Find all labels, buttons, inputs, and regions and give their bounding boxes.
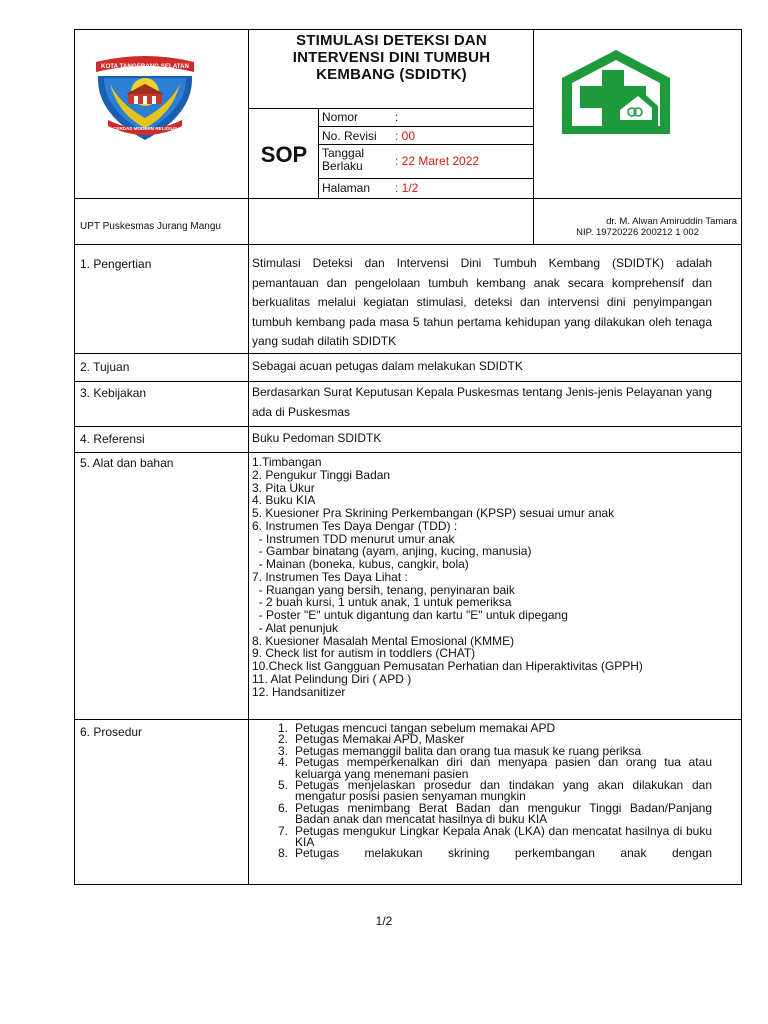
list-item: 6. Instrumen Tes Daya Dengar (TDD) : [252, 518, 458, 533]
list-item: 5. Kuesioner Pra Skrining Perkembangan (KPSP) sesuai umur anak [252, 506, 615, 520]
list-item: - Gambar binatang (ayam, anjing, kucing, manusia) [252, 544, 532, 559]
alat-list [252, 456, 643, 698]
puskesmas-logo [560, 48, 672, 143]
emblem-city-name: KOTA TANGERANG SELATAN [101, 63, 189, 70]
step-number: 3. [277, 743, 288, 758]
step-text: Petugas memperkenalkan diri dan menyapa pasien dan orang tua atau keluarga yang menemani pasien [295, 755, 712, 781]
list-item [270, 757, 712, 780]
tujuan-text: Sebagai acuan petugas dalam melakukan SDIDTK [252, 359, 523, 373]
step-number: 5. [277, 778, 288, 793]
prosedur-list [270, 723, 712, 860]
step-text: Petugas mengukur Lingkar Kepala Anak (LKA) dan mencatat hasilnya di buku KIA [295, 823, 712, 850]
step-number: 2. [277, 732, 288, 747]
meta-tanggal-value: : 22 Maret 2022 [395, 154, 480, 168]
signatory-nip: NIP. 19720226 200212 1 002 [576, 227, 699, 238]
list-item: - 2 buah kursi, 1 untuk anak, 1 untuk pemeriksa [252, 595, 512, 610]
referensi-text: Buku Pedoman SDIDTK [252, 431, 382, 445]
meta-revisi-label: No. Revisi [322, 129, 377, 143]
list-item: 4. Buku KIA [252, 493, 316, 508]
label-kebijakan: 3. Kebijakan [80, 386, 147, 400]
step-text: Petugas Memakai APD, Masker [295, 732, 465, 747]
meta-nomor-value: : [395, 110, 399, 124]
meta-revisi-value: : 00 [395, 129, 416, 143]
step-number: 7. [277, 823, 288, 838]
page-number: 1/2 [375, 914, 393, 928]
list-item [270, 780, 712, 803]
meta-nomor-label: Nomor [322, 110, 359, 124]
title-line-3: KEMBANG (SDIDTK) [316, 66, 467, 83]
step-text: Petugas memanggil balita dan orang tua masuk ke ruang periksa [295, 743, 642, 758]
document-title [250, 32, 533, 83]
list-item [270, 800, 712, 827]
step-text: Petugas mencuci tangan sebelum memakai APD [295, 721, 556, 735]
list-item: 8. Kuesioner Masalah Mental Emosional (KMME) [252, 633, 515, 648]
meta-tanggal-label: Tanggal Berlaku [322, 146, 365, 173]
label-referensi: 4. Referensi [80, 432, 145, 446]
signatory-name: dr. M. Alwan Amiruddin Tamara [606, 216, 737, 227]
list-item: 2. Pengukur Tinggi Badan [252, 467, 391, 482]
pengertian-text: Stimulasi Deteksi dan Intervensi Dini Tumbuh Kembang (SDIDTK) adalah pemantauan dan pengelolaan tumbuh kembang anak secara komprehensif dan berkualitas melalui kegiatan stimulasi, deteksi dan intervensi dini penyimpangan tumbuh kembang pada masa 5 tahun pertama kehidupan yang dilakukan oleh tenaga yang sudah dilatih SDIDTK [252, 256, 712, 348]
list-item: 11. Alat Pelindung Diri ( APD ) [252, 671, 412, 686]
list-item: - Mainan (boneka, kubus, cangkir, bola) [252, 557, 469, 571]
title-line-1: STIMULASI DETEKSI DAN [296, 32, 487, 49]
unit-name: UPT Puskesmas Jurang Mangu [80, 221, 221, 232]
list-item: - Poster "E" untuk digantung dan kartu "E" untuk dipegang [252, 608, 568, 622]
list-item: 10.Check list Gangguan Pemusatan Perhatian dan Hiperaktivitas (GPPH) [252, 659, 643, 673]
label-tujuan: 2. Tujuan [80, 360, 130, 374]
kebijakan-text: Berdasarkan Surat Keputusan Kepala Puskesmas tentang Jenis-jenis Pelayanan yang ada di Puskesmas [252, 385, 712, 419]
step-number: 4. [277, 755, 288, 770]
meta-halaman-value: : 1/2 [395, 181, 419, 195]
list-item: - Alat penunjuk [252, 620, 339, 635]
step-number: 1. [277, 721, 288, 735]
list-item [270, 848, 712, 859]
list-item [270, 823, 712, 850]
step-text: Petugas menimbang Berat Badan dan mengukur Tinggi Badan/Panjang Badan anak dan mencatat hasilnya di buku KIA [295, 800, 712, 827]
meta-halaman-label: Halaman [322, 181, 371, 195]
list-item: 12. Handsanitizer [252, 684, 346, 699]
title-line-2: INTERVENSI DINI TUMBUH [292, 49, 491, 66]
step-number: 8. [277, 846, 288, 861]
emblem-motto: CERDAS MODERN RELIGIUS [112, 126, 178, 131]
list-item: - Ruangan yang bersih, tenang, penyinaran baik [252, 582, 515, 597]
list-item: 9. Check list for autism in toddlers (CHAT) [252, 646, 476, 661]
step-text: Petugas menjelaskan prosedur dan tindakan yang akan dilakukan dan mengatur posisi pasien senyaman mungkin [295, 778, 712, 804]
step-number: 6. [277, 800, 288, 815]
label-pengertian: 1. Pengertian [80, 257, 152, 271]
sop-label: SOP [260, 142, 308, 167]
list-item: - Instrumen TDD menurut umur anak [252, 531, 455, 546]
label-prosedur: 6. Prosedur [80, 725, 143, 739]
city-emblem-logo [90, 44, 200, 144]
step-text: Petugas melakukan skrining perkembangan anak dengan [295, 846, 712, 861]
list-item: 3. Pita Ukur [252, 480, 315, 495]
label-alat: 5. Alat dan bahan [80, 456, 174, 470]
list-item: 1.Timbangan [252, 455, 322, 469]
list-item: 7. Instrumen Tes Daya Lihat : [252, 569, 408, 584]
